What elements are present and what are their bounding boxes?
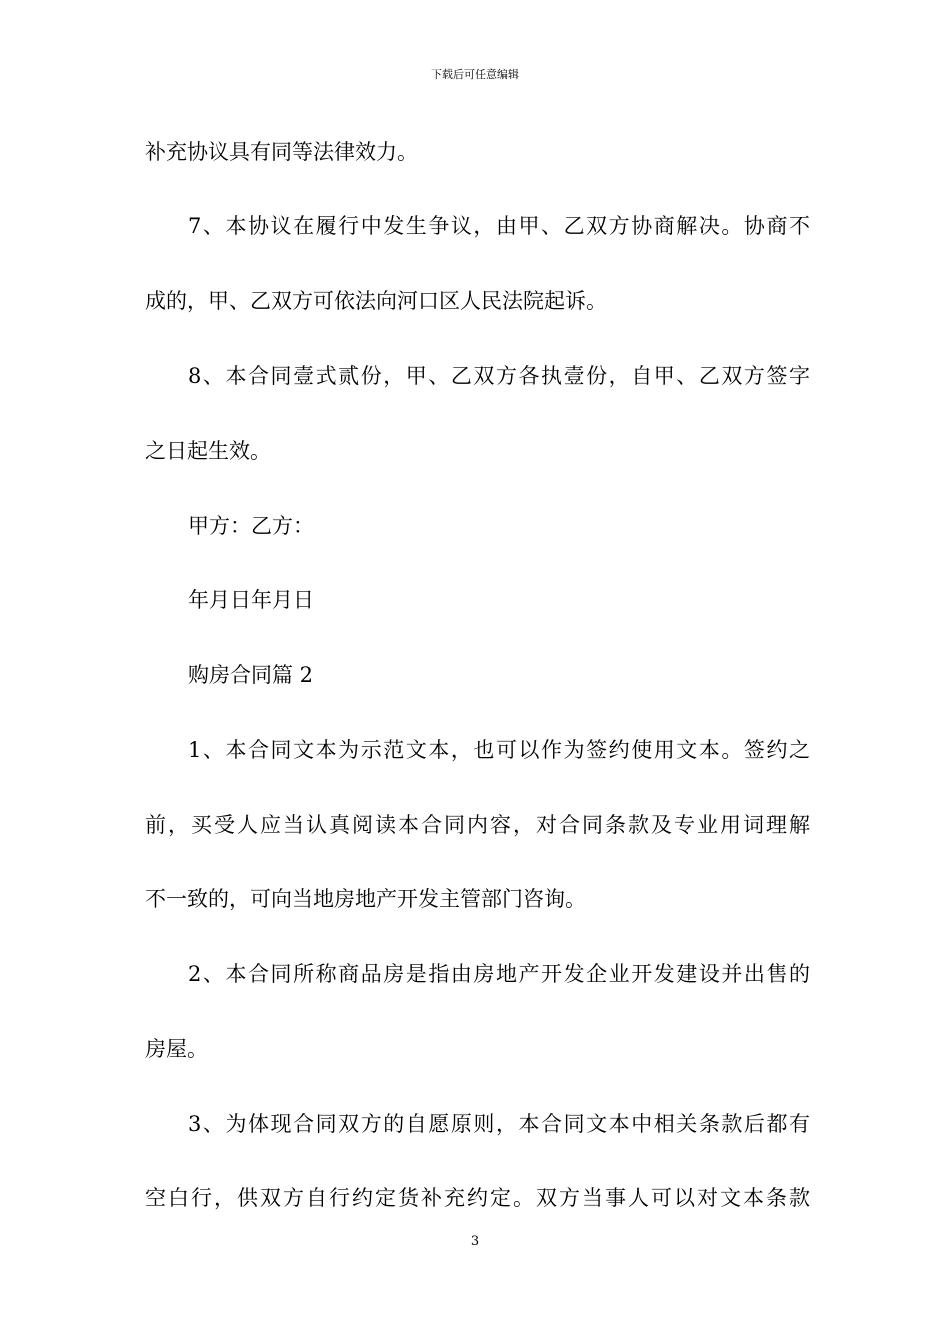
paragraph-line: 不一致的，可向当地房地产开发主管部门咨询。 bbox=[145, 887, 586, 911]
paragraph-line: 成的，甲、乙双方可依法向河口区人民法院起诉。 bbox=[145, 289, 607, 313]
date-line: 年月日年月日 bbox=[188, 588, 314, 612]
signature-line: 甲方：乙方： bbox=[188, 514, 314, 538]
paragraph-line: 8、本合同壹式贰份，甲、乙双方各执壹份，自甲、乙双方签字 bbox=[188, 364, 810, 388]
paragraph-line: 房屋。 bbox=[145, 1037, 208, 1061]
page-header: 下载后可任意编辑 bbox=[431, 68, 519, 81]
paragraph-line: 补充协议具有同等法律效力。 bbox=[145, 140, 418, 164]
paragraph-line: 7、本协议在履行中发生争议，由甲、乙双方协商解决。协商不 bbox=[188, 214, 810, 238]
paragraph-line: 之日起生效。 bbox=[145, 439, 271, 463]
paragraph-line: 2、本合同所称商品房是指由房地产开发企业开发建设并出售的 bbox=[188, 962, 810, 986]
paragraph-line: 1、本合同文本为示范文本，也可以作为签约使用文本。签约之 bbox=[188, 738, 810, 762]
page-number: 3 bbox=[470, 1234, 480, 1249]
paragraph-line: 空白行，供双方自行约定货补充约定。双方当事人可以对文本条款 bbox=[145, 1186, 810, 1210]
paragraph-line: 前，买受人应当认真阅读本合同内容，对合同条款及专业用词理解 bbox=[145, 813, 810, 837]
section-title: 购房合同篇 2 bbox=[188, 663, 314, 687]
paragraph-line: 3、为体现合同双方的自愿原则，本合同文本中相关条款后都有 bbox=[188, 1112, 810, 1136]
